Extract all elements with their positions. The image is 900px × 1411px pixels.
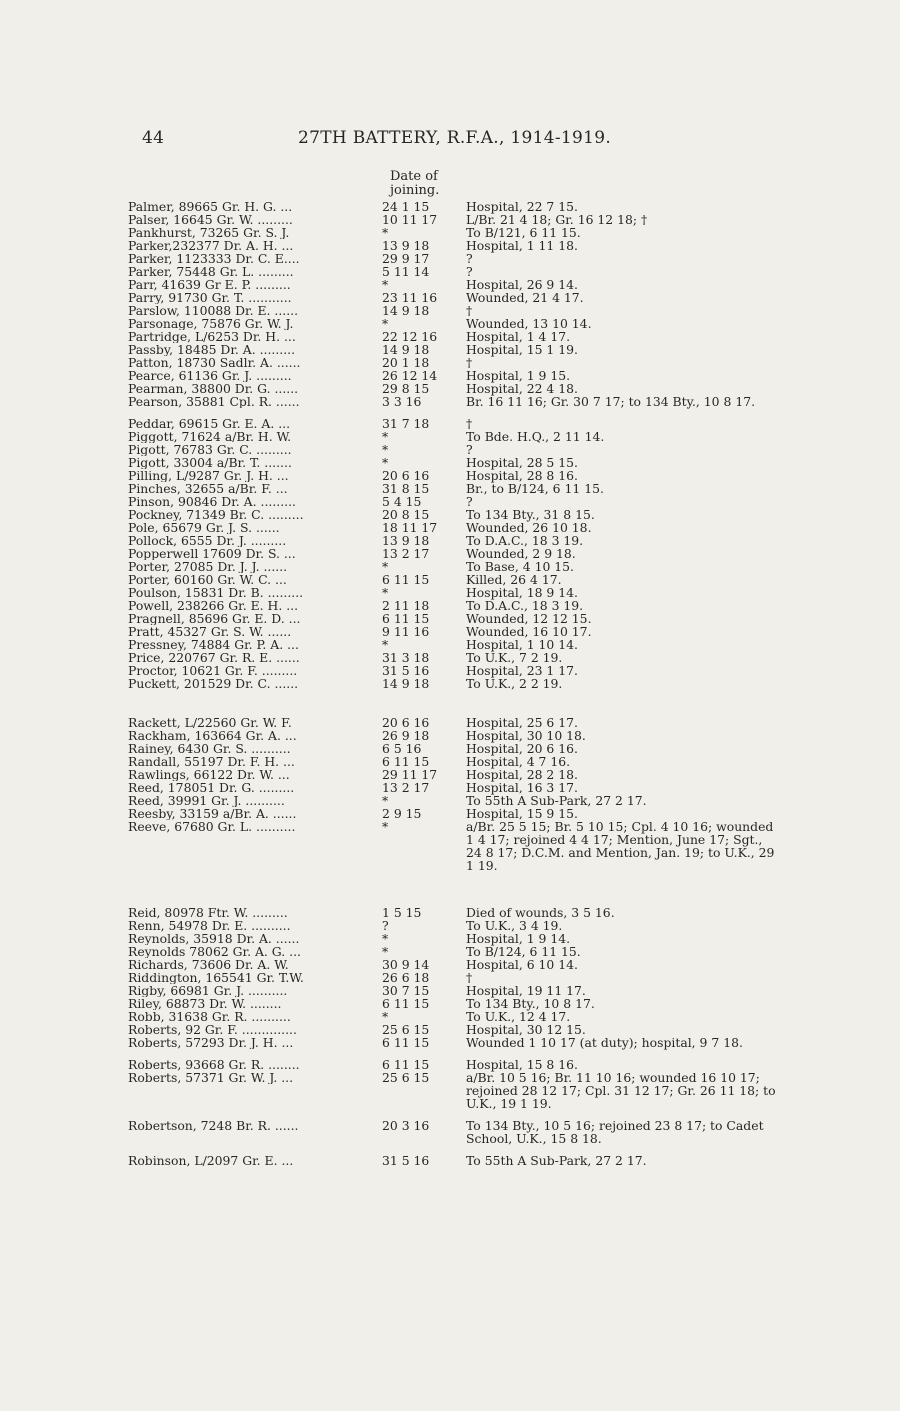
entry-join-date: 6 5 16 — [382, 741, 422, 756]
entry-join-date: * — [382, 225, 389, 240]
roll-entry — [128, 469, 778, 482]
entry-remarks: Hospital, 22 4 18. — [466, 381, 578, 396]
entry-name: Reed, 39991 Gr. J. .......... — [128, 794, 285, 807]
entry-name: Reed, 178051 Dr. G. ......... — [128, 781, 295, 794]
entry-join-date: 14 9 18 — [382, 303, 430, 318]
entry-name: Pockney, 71349 Br. C. ......... — [128, 508, 304, 521]
entry-join-date: * — [382, 277, 389, 292]
entry-remarks: To B/124, 6 11 15. — [466, 944, 581, 959]
entry-remarks: To 55th A Sub-Park, 27 2 17. — [466, 793, 647, 808]
roll-entry — [128, 932, 778, 945]
entry-name: Randall, 55197 Dr. F. H. ... — [128, 755, 295, 768]
entry-join-date: * — [382, 931, 389, 946]
section-gap — [128, 1049, 778, 1058]
entry-name: Palmer, 89665 Gr. H. G. ... — [128, 200, 293, 213]
roll-entry — [128, 612, 778, 625]
entry-name: Porter, 27085 Dr. J. J. ...... — [128, 560, 288, 573]
entry-join-date: 1 5 15 — [382, 905, 422, 920]
entry-join-date: 22 12 16 — [382, 329, 438, 344]
entry-name: Reynolds, 35918 Dr. A. ...... — [128, 932, 300, 945]
entry-remarks: ? — [466, 442, 473, 457]
entry-name: Roberts, 92 Gr. F. .............. — [128, 1023, 297, 1036]
roll-entry — [128, 1071, 778, 1110]
entry-remarks: Hospital, 30 10 18. — [466, 728, 586, 743]
roll-entry — [128, 997, 778, 1010]
roll-entry — [128, 443, 778, 456]
entry-join-date: 2 9 15 — [382, 806, 422, 821]
roll-entry — [128, 1154, 778, 1167]
entry-join-date: * — [382, 429, 389, 444]
entry-remarks: ? — [466, 264, 473, 279]
roll-entry — [128, 239, 778, 252]
entry-remarks: To D.A.C., 18 3 19. — [466, 533, 584, 548]
roll-entry — [128, 677, 778, 690]
entry-name: Parr, 41639 Gr E. P. ......... — [128, 278, 291, 291]
roll-entry — [128, 291, 778, 304]
entry-join-date: 3 3 16 — [382, 394, 422, 409]
entry-name: Pragnell, 85696 Gr. E. D. ... — [128, 612, 301, 625]
entry-name: Riley, 68873 Dr. W. ........ — [128, 997, 282, 1010]
roll-entry — [128, 794, 778, 807]
entry-join-date: 26 9 18 — [382, 728, 430, 743]
entry-name: Reeve, 67680 Gr. L. .......... — [128, 820, 296, 833]
entry-name: Pearson, 35881 Cpl. R. ...... — [128, 395, 300, 408]
entry-remarks: Hospital, 1 10 14. — [466, 637, 578, 652]
roll-entry — [128, 625, 778, 638]
entry-name: Piggott, 71624 a/Br. H. W. — [128, 430, 292, 443]
entry-name: Palser, 16645 Gr. W. ......... — [128, 213, 293, 226]
section-gap — [128, 690, 778, 716]
roll-entry — [128, 430, 778, 443]
roll-entry — [128, 820, 778, 872]
entry-name: Rackett, L/22560 Gr. W. F. — [128, 716, 292, 729]
entry-name: Richards, 73606 Dr. A. W. — [128, 958, 289, 971]
entry-remarks: Hospital, 30 12 15. — [466, 1022, 586, 1037]
entry-join-date: * — [382, 637, 389, 652]
entry-remarks: a/Br. 25 5 15; Br. 5 10 15; Cpl. 4 10 16; wounded 1 4 17; rejoined 4 4 17; Mention, June 17; Sgt., 24 8 17; D.C.M. and Mention, Jan. 19; to U.K., 29 1 19. — [466, 819, 775, 873]
entry-join-date: 31 7 18 — [382, 416, 430, 431]
entry-remarks: Hospital, 25 6 17. — [466, 715, 578, 730]
entry-name: Rawlings, 66122 Dr. W. ... — [128, 768, 290, 781]
entry-name: Passby, 18485 Dr. A. ......... — [128, 343, 296, 356]
entry-remarks: Wounded, 2 9 18. — [466, 546, 576, 561]
entry-remarks: To U.K., 12 4 17. — [466, 1009, 571, 1024]
entry-remarks: To B/121, 6 11 15. — [466, 225, 581, 240]
entry-remarks: Hospital, 15 8 16. — [466, 1057, 578, 1072]
entry-remarks: Hospital, 1 11 18. — [466, 238, 578, 253]
roll-entry — [128, 599, 778, 612]
entry-name: Pollock, 6555 Dr. J. ......... — [128, 534, 287, 547]
entry-name: Parker, 1123333 Dr. C. E.... — [128, 252, 300, 265]
entry-name: Riddington, 165541 Gr. T.W. — [128, 971, 304, 984]
entry-join-date: 6 11 15 — [382, 611, 430, 626]
entry-join-date: 29 8 15 — [382, 381, 430, 396]
roll-entry — [128, 456, 778, 469]
entry-remarks: Died of wounds, 3 5 16. — [466, 905, 615, 920]
entry-remarks: † — [466, 303, 473, 318]
entry-remarks: To U.K., 2 2 19. — [466, 676, 563, 691]
entry-remarks: Br., to B/124, 6 11 15. — [466, 481, 604, 496]
entry-join-date: 5 11 14 — [382, 264, 430, 279]
entry-join-date: 30 9 14 — [382, 957, 430, 972]
entry-join-date: 30 7 15 — [382, 983, 430, 998]
entry-join-date: * — [382, 944, 389, 959]
entry-name: Pearman, 38800 Dr. G. ...... — [128, 382, 299, 395]
entry-remarks: To U.K., 3 4 19. — [466, 918, 563, 933]
entry-remarks: Wounded, 21 4 17. — [466, 290, 584, 305]
date-column-header: Date of joining. — [390, 169, 440, 198]
roll-entry — [128, 560, 778, 573]
entry-join-date: 6 11 15 — [382, 572, 430, 587]
entry-remarks: Hospital, 1 9 14. — [466, 931, 571, 946]
entry-remarks: Hospital, 15 1 19. — [466, 342, 578, 357]
entry-join-date: 14 9 18 — [382, 676, 430, 691]
entry-remarks: Hospital, 28 2 18. — [466, 767, 578, 782]
entry-join-date: 6 11 15 — [382, 996, 430, 1011]
entry-name: Parsonage, 75876 Gr. W. J. — [128, 317, 294, 330]
entry-join-date: 31 3 18 — [382, 650, 430, 665]
entry-join-date: 20 8 15 — [382, 507, 430, 522]
entry-remarks: L/Br. 21 4 18; Gr. 16 12 18; † — [466, 212, 648, 227]
entry-join-date: 20 3 16 — [382, 1118, 430, 1133]
entry-remarks: Wounded, 12 12 15. — [466, 611, 592, 626]
entry-remarks: Hospital, 6 10 14. — [466, 957, 578, 972]
entry-remarks: Wounded 1 10 17 (at duty); hospital, 9 7 18. — [466, 1035, 743, 1050]
roll-entry — [128, 729, 778, 742]
page-title: 27TH BATTERY, R.F.A., 1914-1919. — [298, 128, 612, 148]
roll-entry — [128, 768, 778, 781]
section-gap — [128, 408, 778, 417]
roll-entry — [128, 958, 778, 971]
entry-remarks: Hospital, 26 9 14. — [466, 277, 578, 292]
entry-remarks: Wounded, 13 10 14. — [466, 316, 592, 331]
entry-name: Parker,232377 Dr. A. H. ... — [128, 239, 294, 252]
roll-entry — [128, 1036, 778, 1049]
roll-entry — [128, 547, 778, 560]
entry-name: Puckett, 201529 Dr. C. ...... — [128, 677, 299, 690]
entry-name: Pole, 65679 Gr. J. S. ...... — [128, 521, 280, 534]
entry-join-date: 20 6 16 — [382, 715, 430, 730]
entry-join-date: 6 11 15 — [382, 754, 430, 769]
entry-join-date: 9 11 16 — [382, 624, 430, 639]
entry-join-date: 31 8 15 — [382, 481, 430, 496]
roll-entry — [128, 781, 778, 794]
entry-remarks: Hospital, 1 4 17. — [466, 329, 571, 344]
entry-remarks: To 55th A Sub-Park, 27 2 17. — [466, 1153, 647, 1168]
roll-entry — [128, 317, 778, 330]
entry-name: Reynolds 78062 Gr. A. G. ... — [128, 945, 301, 958]
entry-name: Parslow, 110088 Dr. E. ...... — [128, 304, 299, 317]
roll-entry — [128, 330, 778, 343]
entry-remarks: Hospital, 20 6 16. — [466, 741, 578, 756]
entry-name: Robb, 31638 Gr. R. .......... — [128, 1010, 291, 1023]
roll-entry — [128, 906, 778, 919]
entry-remarks: To 134 Bty., 10 5 16; rejoined 23 8 17; to Cadet School, U.K., 15 8 18. — [466, 1118, 764, 1146]
entry-remarks: Hospital, 28 8 16. — [466, 468, 578, 483]
entry-join-date: 29 9 17 — [382, 251, 430, 266]
entry-join-date: 6 11 15 — [382, 1035, 430, 1050]
entry-name: Poulson, 15831 Dr. B. ......... — [128, 586, 304, 599]
entry-name: Powell, 238266 Gr. E. H. ... — [128, 599, 299, 612]
entry-name: Robinson, L/2097 Gr. E. ... — [128, 1154, 294, 1167]
entry-join-date: 25 6 15 — [382, 1022, 430, 1037]
entry-join-date: 31 5 16 — [382, 663, 430, 678]
roll-entry — [128, 651, 778, 664]
entry-remarks: Hospital, 19 11 17. — [466, 983, 586, 998]
roll-entry — [128, 482, 778, 495]
roll-entry — [128, 417, 778, 430]
entry-join-date: 29 11 17 — [382, 767, 438, 782]
entry-name: Pinches, 32655 a/Br. F. ... — [128, 482, 288, 495]
roll-entry — [128, 265, 778, 278]
roll-entry — [128, 356, 778, 369]
entry-join-date: 13 2 17 — [382, 546, 430, 561]
entry-join-date: * — [382, 455, 389, 470]
entry-remarks: ? — [466, 494, 473, 509]
entry-remarks: To 134 Bty., 10 8 17. — [466, 996, 595, 1011]
roll-entry — [128, 1010, 778, 1023]
roll-entry — [128, 573, 778, 586]
entry-join-date: 5 4 15 — [382, 494, 422, 509]
entry-name: Pinson, 90846 Dr. A. ......... — [128, 495, 296, 508]
entry-name: Pratt, 45327 Gr. S. W. ...... — [128, 625, 292, 638]
entry-name: Renn, 54978 Dr. E. .......... — [128, 919, 291, 932]
entry-join-date: 13 9 18 — [382, 238, 430, 253]
entry-name: Porter, 60160 Gr. W. C. ... — [128, 573, 287, 586]
entry-name: Parker, 75448 Gr. L. ......... — [128, 265, 294, 278]
roll-entry — [128, 971, 778, 984]
roll-entry — [128, 343, 778, 356]
section-gap — [128, 1145, 778, 1154]
entry-name: Patton, 18730 Sadlr. A. ...... — [128, 356, 301, 369]
entry-join-date: 25 6 15 — [382, 1070, 430, 1085]
entry-name: Pankhurst, 73265 Gr. S. J. — [128, 226, 290, 239]
entry-remarks: To U.K., 7 2 19. — [466, 650, 563, 665]
entry-join-date: 18 11 17 — [382, 520, 438, 535]
entry-remarks: Wounded, 26 10 18. — [466, 520, 592, 535]
entry-name: Rigby, 66981 Gr. J. .......... — [128, 984, 288, 997]
entry-remarks: Hospital, 16 3 17. — [466, 780, 578, 795]
entry-name: Proctor, 10621 Gr. F. ......... — [128, 664, 298, 677]
entry-join-date: 14 9 18 — [382, 342, 430, 357]
entry-name: Pressney, 74884 Gr. P. A. ... — [128, 638, 299, 651]
roll-entry — [128, 716, 778, 729]
entry-remarks: ? — [466, 251, 473, 266]
entry-remarks: To 134 Bty., 31 8 15. — [466, 507, 595, 522]
entry-name: Rainey, 6430 Gr. S. .......... — [128, 742, 291, 755]
entry-name: Price, 220767 Gr. R. E. ...... — [128, 651, 300, 664]
nominal-roll — [128, 200, 778, 1167]
roll-entry — [128, 395, 778, 408]
entry-name: Partridge, L/6253 Dr. H. ... — [128, 330, 296, 343]
entry-name: Reesby, 33159 a/Br. A. ...... — [128, 807, 297, 820]
roll-entry — [128, 213, 778, 226]
entry-join-date: 24 1 15 — [382, 199, 430, 214]
entry-remarks: a/Br. 10 5 16; Br. 11 10 16; wounded 16 10 17; rejoined 28 12 17; Cpl. 31 12 17; Gr. 26 11 18; to U.K., 19 1 19. — [466, 1070, 776, 1111]
roll-entry — [128, 278, 778, 291]
entry-name: Reid, 80978 Ftr. W. ......... — [128, 906, 288, 919]
entry-join-date: * — [382, 442, 389, 457]
entry-join-date: 6 11 15 — [382, 1057, 430, 1072]
entry-remarks: Hospital, 4 7 16. — [466, 754, 571, 769]
roll-entry — [128, 369, 778, 382]
entry-remarks: To D.A.C., 18 3 19. — [466, 598, 584, 613]
roll-entry — [128, 1119, 778, 1145]
entry-remarks: Hospital, 15 9 15. — [466, 806, 578, 821]
roll-entry — [128, 742, 778, 755]
entry-join-date: * — [382, 793, 389, 808]
entry-name: Popperwell 17609 Dr. S. ... — [128, 547, 296, 560]
entry-name: Roberts, 93668 Gr. R. ........ — [128, 1058, 300, 1071]
roll-entry — [128, 945, 778, 958]
roll-entry — [128, 919, 778, 932]
roll-entry — [128, 534, 778, 547]
entry-join-date: 23 11 16 — [382, 290, 438, 305]
entry-name: Peddar, 69615 Gr. E. A. ... — [128, 417, 291, 430]
roll-entry — [128, 252, 778, 265]
roll-entry — [128, 638, 778, 651]
entry-remarks: To Bde. H.Q., 2 11 14. — [466, 429, 605, 444]
entry-remarks: To Base, 4 10 15. — [466, 559, 574, 574]
entry-remarks: Hospital, 28 5 15. — [466, 455, 578, 470]
entry-name: Roberts, 57293 Dr. J. H. ... — [128, 1036, 294, 1049]
entry-remarks: † — [466, 416, 473, 431]
entry-remarks: † — [466, 355, 473, 370]
entry-join-date: ? — [382, 918, 389, 933]
entry-name: Pigott, 76783 Gr. C. ......... — [128, 443, 292, 456]
entry-remarks: Hospital, 23 1 17. — [466, 663, 578, 678]
roll-entry — [128, 664, 778, 677]
entry-remarks: Killed, 26 4 17. — [466, 572, 562, 587]
page-number: 44 — [142, 128, 165, 148]
entry-join-date: 10 11 17 — [382, 212, 438, 227]
entry-join-date: 26 12 14 — [382, 368, 438, 383]
entry-name: Pigott, 33004 a/Br. T. ....... — [128, 456, 292, 469]
entry-name: Parry, 91730 Gr. T. ........... — [128, 291, 292, 304]
entry-name: Pearce, 61136 Gr. J. ......... — [128, 369, 292, 382]
entry-name: Robertson, 7248 Br. R. ...... — [128, 1119, 299, 1132]
roll-entry — [128, 304, 778, 317]
roll-entry — [128, 586, 778, 599]
entry-join-date: 13 2 17 — [382, 780, 430, 795]
roll-entry — [128, 226, 778, 239]
entry-join-date: * — [382, 585, 389, 600]
entry-remarks: Hospital, 22 7 15. — [466, 199, 578, 214]
entry-remarks: Br. 16 11 16; Gr. 30 7 17; to 134 Bty., 10 8 17. — [466, 394, 756, 409]
entry-join-date: 20 6 16 — [382, 468, 430, 483]
entry-join-date: * — [382, 1009, 389, 1024]
entry-remarks: Hospital, 1 9 15. — [466, 368, 571, 383]
entry-remarks: † — [466, 970, 473, 985]
roll-entry — [128, 521, 778, 534]
entry-remarks: Wounded, 16 10 17. — [466, 624, 592, 639]
entry-join-date: 20 1 18 — [382, 355, 430, 370]
roll-entry — [128, 755, 778, 768]
section-gap — [128, 872, 778, 906]
entry-name: Pilling, L/9287 Gr. J. H. ... — [128, 469, 289, 482]
entry-join-date: * — [382, 559, 389, 574]
entry-join-date: 26 6 18 — [382, 970, 430, 985]
entry-join-date: 13 9 18 — [382, 533, 430, 548]
entry-remarks: Hospital, 18 9 14. — [466, 585, 578, 600]
roll-entry — [128, 508, 778, 521]
roll-entry — [128, 984, 778, 997]
entry-join-date: * — [382, 316, 389, 331]
roll-entry — [128, 200, 778, 213]
entry-name: Rackham, 163664 Gr. A. ... — [128, 729, 297, 742]
entry-name: Roberts, 57371 Gr. W. J. ... — [128, 1071, 294, 1084]
entry-join-date: * — [382, 819, 389, 834]
entry-join-date: 31 5 16 — [382, 1153, 430, 1168]
roll-entry — [128, 495, 778, 508]
entry-join-date: 2 11 18 — [382, 598, 430, 613]
